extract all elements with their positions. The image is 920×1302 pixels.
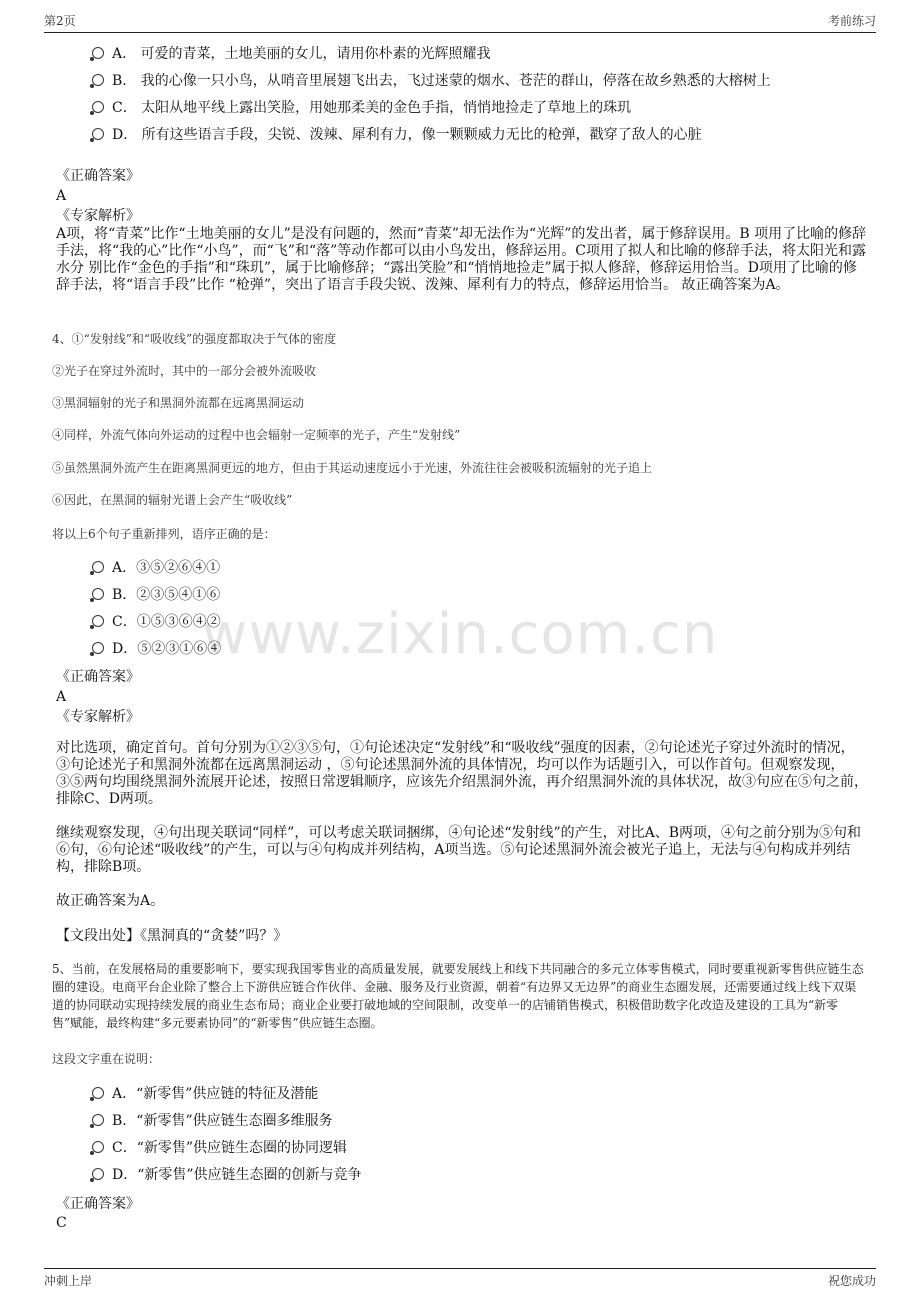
q4-sentence-3: ③黑洞辐射的光子和黑洞外流都在远离黑洞运动 (52, 396, 305, 410)
radio-icon[interactable] (92, 74, 104, 86)
q5-answer-label: 《正确答案》 (56, 1196, 140, 1212)
radio-icon[interactable] (92, 615, 104, 627)
radio-icon[interactable] (92, 588, 104, 600)
radio-icon[interactable] (92, 101, 104, 113)
header-title: 考前练习 (827, 14, 876, 28)
page-number: 第2页 (44, 14, 76, 28)
q4-option-d[interactable]: D．⑤②③①⑥④ (92, 639, 221, 659)
footer-left-text: 冲刺上岸 (44, 1274, 93, 1288)
q4-analysis-label: 《专家解析》 (56, 709, 140, 725)
q4-analysis-1: 对比选项，确定首句。首句分别为①②③⑤句，①句论述决定“发射线”和“吸收线”强度的因素，②句论述光子穿过外流时的情况，③句论述光子和黑洞外流都在远离黑洞运动 ，⑤句论述黑洞外流的具体情况，均可以作为话题引入，可以作首句。但观察发现，③⑤两句均围绕黑洞外流展开论述，按照日常逻辑顺序，应该先介绍黑洞外流，再介绍黑洞外流的具体状况，故③句应在⑤句之前，排除C、D两项。 (56, 740, 868, 807)
q4-option-b[interactable]: B．②③⑤④①⑥ (92, 585, 220, 605)
q4-sentence-1: 4、①“发射线”和“吸收线”的强度都取决于气体的密度 (52, 332, 337, 346)
radio-icon[interactable] (92, 642, 104, 654)
q5-option-a[interactable]: A．“新零售”供应链的特征及潜能 (92, 1084, 318, 1104)
q4-sentence-5: ⑤虽然黑洞外流产生在距离黑洞更远的地方，但由于其运动速度远小于光速，外流往往会被吸积流辐射的光子追上 (52, 461, 653, 475)
radio-icon[interactable] (92, 561, 104, 573)
radio-icon[interactable] (92, 1087, 104, 1099)
q4-analysis-2: 继续观察发现，④句出现关联词“同样”，可以考虑关联词捆绑，④句论述“发射线”的产生，对比A、B两项，④句之前分别为⑤句和⑥句，⑥句论述“吸收线”的产生，可以与④句构成并列结构，A项当选。⑤句论述黑洞外流会被光子追上，无法与④句构成并列结构，排除B项。 (56, 825, 862, 875)
radio-icon[interactable] (92, 1141, 104, 1153)
footer-rule (44, 1268, 876, 1269)
footer-right-text: 祝您成功 (827, 1274, 876, 1288)
q3-answer: A (56, 188, 67, 204)
q3-answer-label: 《正确答案》 (56, 168, 140, 184)
page-footer (44, 1272, 876, 1290)
q5-option-b[interactable]: B．“新零售”供应链生态圈多维服务 (92, 1111, 333, 1131)
q4-option-c[interactable]: C．①⑤③⑥④② (92, 612, 221, 632)
header-rule (44, 32, 876, 33)
q3-option-b[interactable]: B． 我的心像一只小鸟，从哨音里展翅飞出去，飞过迷蒙的烟水、苍茫的群山，停落在故乡熟悉的大榕树上 (92, 71, 771, 91)
q3-option-a[interactable]: A． 可爱的青菜，土地美丽的女儿，请用你朴素的光辉照耀我 (92, 44, 491, 64)
q3-option-d[interactable]: D． 所有这些语言手段，尖锐、泼辣、犀利有力，像一颗颗威力无比的枪弹，戳穿了敌人的心脏 (92, 125, 702, 145)
q3-analysis: A项，将“青菜”比作“土地美丽的女儿”是没有问题的，然而“青菜”却无法作为“光辉”的发出者，属于修辞误用。B 项用了比喻的修辞手法，将“我的心”比作“小鸟”，而“飞”和“落”等动作都可以由小鸟发出，修辞运用。C项用了拟人和比喻的修辞手法，将太阳光和露水分 别比作“金色的手指”和“珠玑”，属于比喻修辞；“露出笑脸”和“悄悄地捡走”属于拟人修辞，修辞运用恰当。D项用了比喻的修辞手法，将“语言手段”比作 “枪弹”，突出了语言手段尖锐、泼辣、犀利有力的特点，修辞运用恰当。 故正确答案为A。 (56, 226, 867, 293)
q5-option-d[interactable]: D．“新零售”供应链生态圈的创新与竞争 (92, 1165, 362, 1185)
q4-sentence-4: ④同样，外流气体向外运动的过程中也会辐射一定频率的光子，产生“发射线” (52, 428, 461, 442)
q4-sentence-2: ②光子在穿过外流时，其中的一部分会被外流吸收 (52, 364, 317, 378)
radio-icon[interactable] (92, 1114, 104, 1126)
q4-source: 【文段出处】《黑洞真的“贪婪”吗？》 (56, 928, 288, 944)
q4-sentence-6: ⑥因此，在黑洞的辐射光谱上会产生“吸收线” (52, 493, 293, 507)
q5-stem: 5、当前，在发展格局的重要影响下，要实现我国零售业的高质量发展，就要发展线上和线下共同融合的多元立体零售模式，同时要重视新零售供应链生态圈的建设。电商平台企业除了整合上下游供应链合作伙伴、金融、服务及行业资源，朝着“有边界又无边界”的商业生态圈发展，还需要通过线上线下双渠道的协同联动实现持续发展的商业生态布局；商业企业要打破地域的空间限制，改变单一的店铺销售模式，积极借助数字化改造及建设的工具为“新零售”赋能，最终构建“多元要素协同”的“新零售”供应链生态圈。 (52, 962, 864, 1030)
radio-icon[interactable] (92, 1168, 104, 1180)
q3-option-c[interactable]: C． 太阳从地平线上露出笑脸，用她那柔美的金色手指，悄悄地捡走了草地上的珠玑 (92, 98, 631, 118)
radio-icon[interactable] (92, 128, 104, 140)
q4-answer-label: 《正确答案》 (56, 669, 140, 685)
q3-analysis-label: 《专家解析》 (56, 208, 140, 224)
q4-answer: A (56, 689, 67, 705)
q4-prompt: 将以上6个句子重新排列，语序正确的是： (52, 527, 276, 541)
q5-answer: C (56, 1215, 67, 1231)
watermark: www.zixin.com.cn (201, 602, 719, 667)
q5-prompt: 这段文字重在说明： (52, 1052, 161, 1066)
q4-option-a[interactable]: A．③⑤②⑥④① (92, 558, 220, 578)
q4-analysis-3: 故正确答案为A。 (56, 893, 165, 909)
page-header (44, 12, 876, 30)
radio-icon[interactable] (92, 47, 104, 59)
q5-option-c[interactable]: C．“新零售”供应链生态圈的协同逻辑 (92, 1138, 347, 1158)
